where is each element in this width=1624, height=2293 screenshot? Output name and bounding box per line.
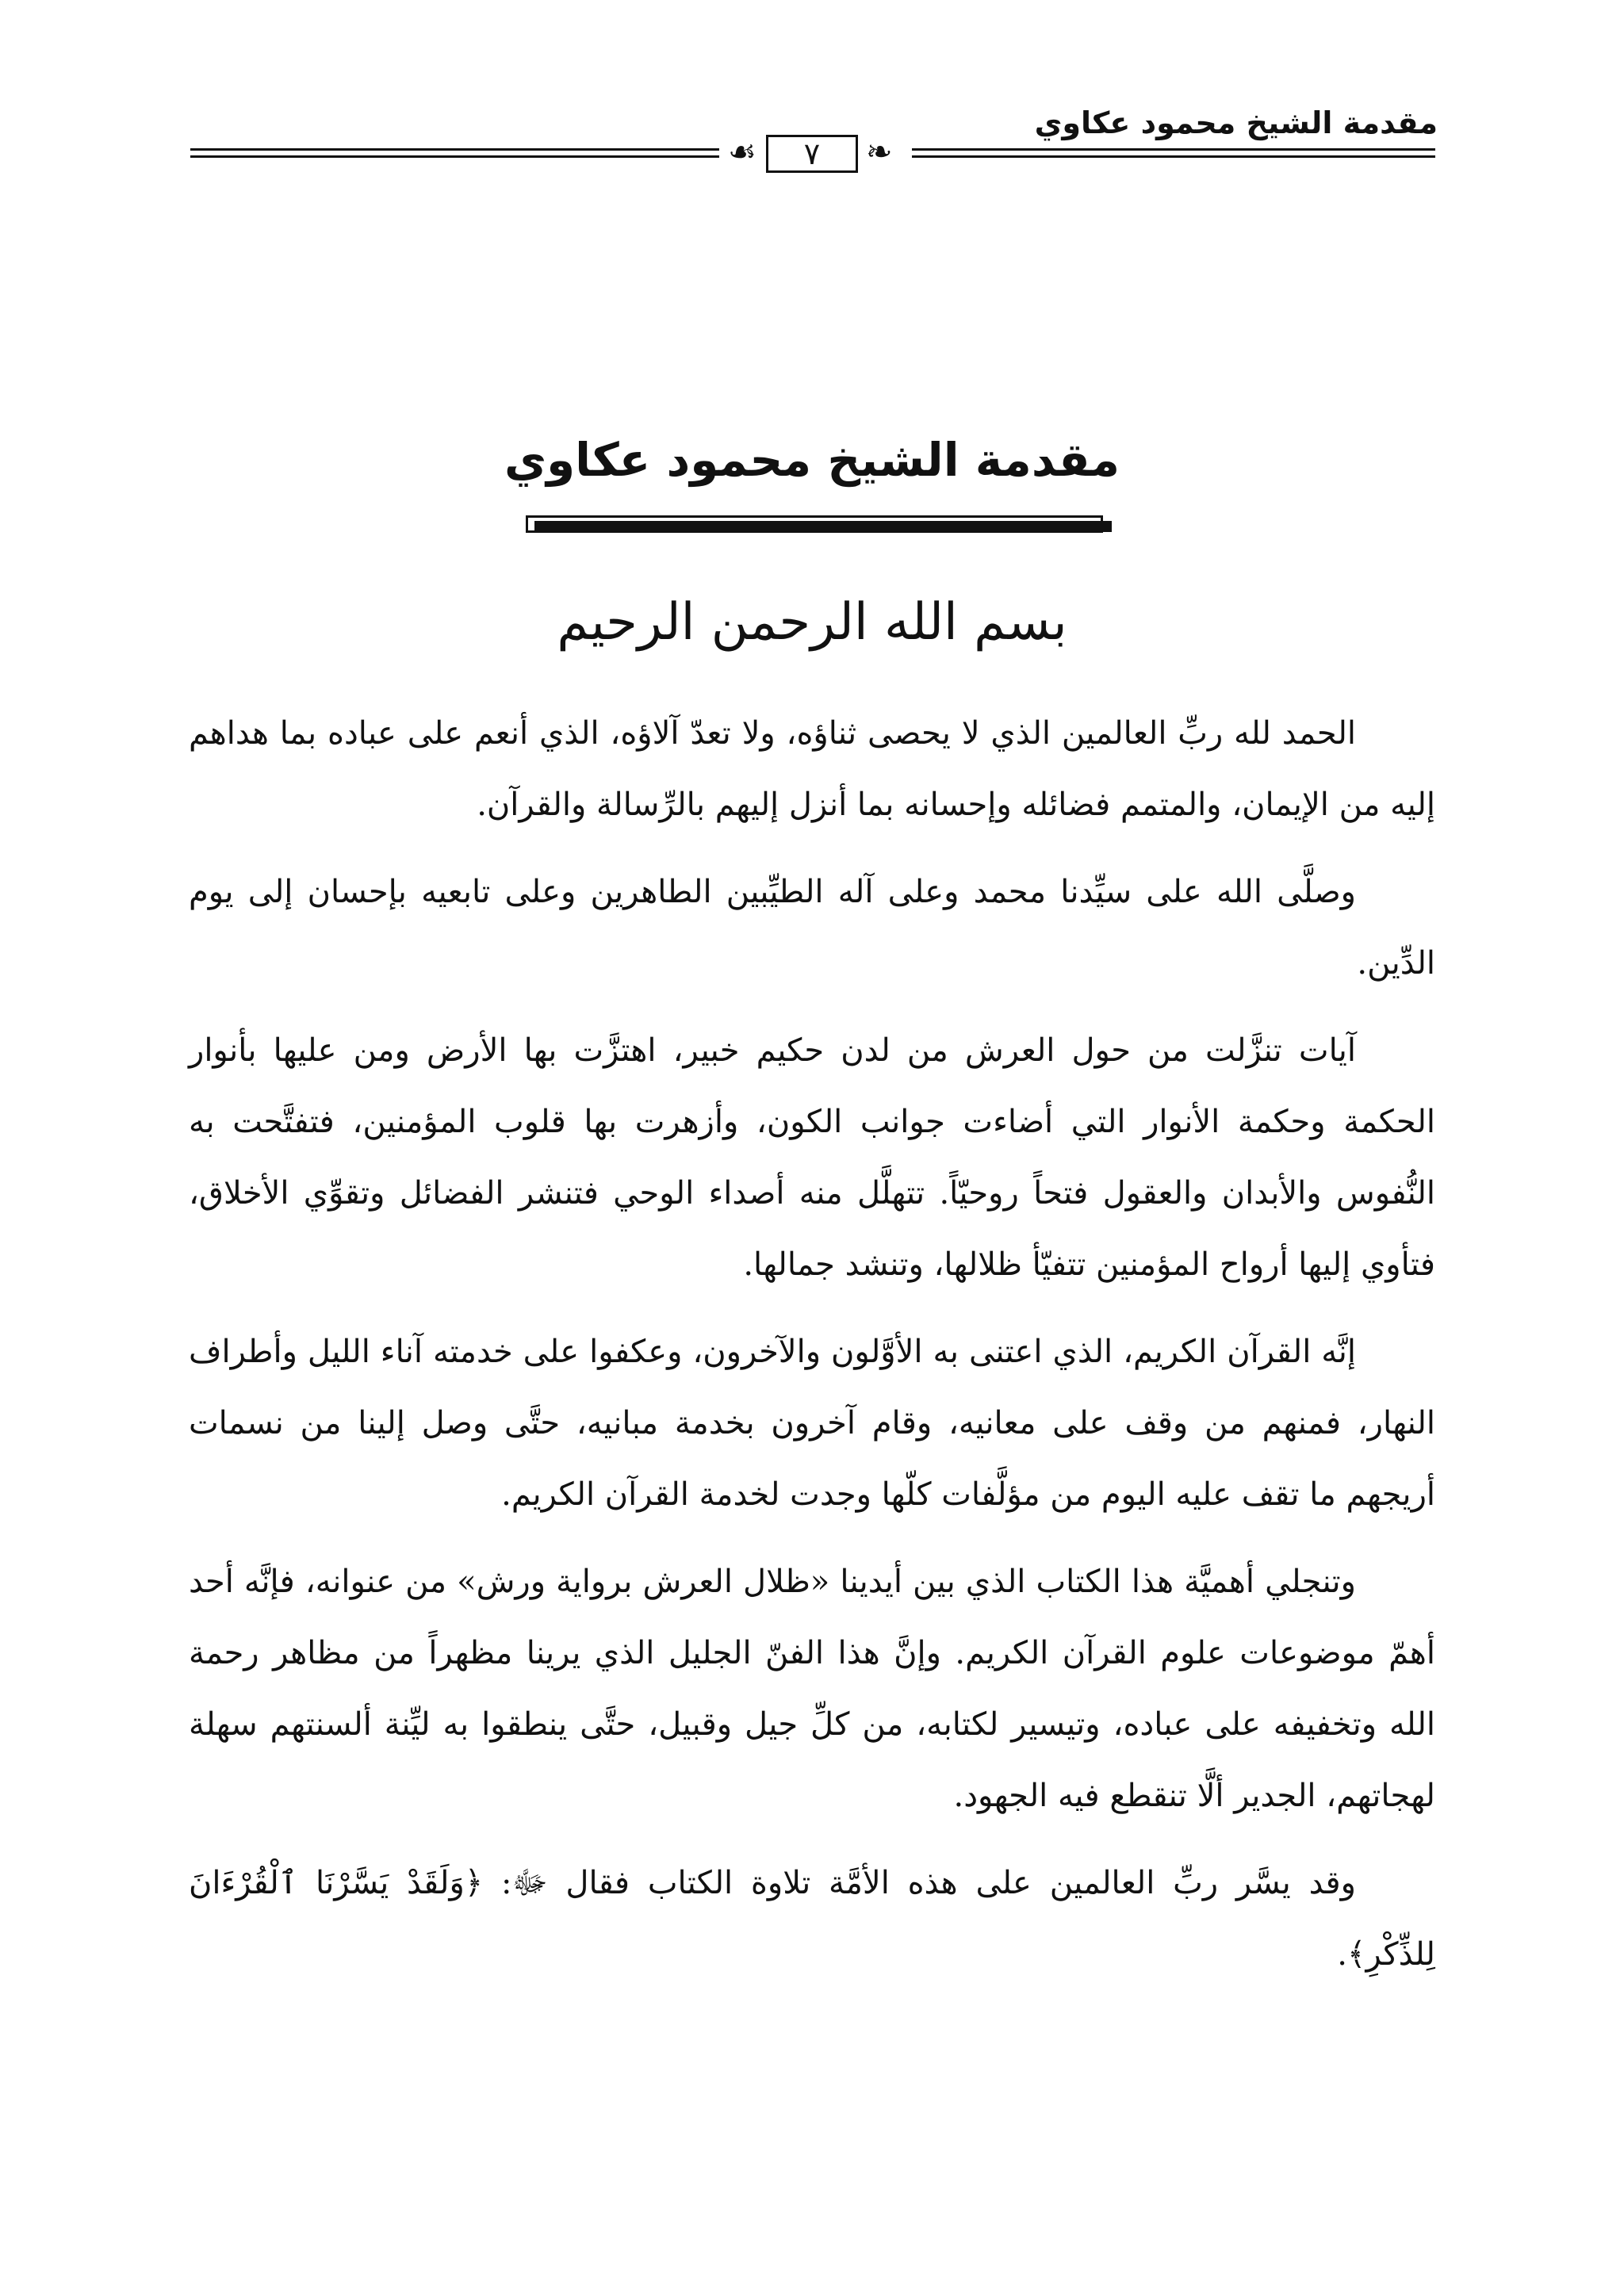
page-number: ٧: [766, 135, 858, 173]
paragraph: وتنجلي أهميَّة هذا الكتاب الذي بين أيدينا «ظلال العرش برواية ورش» من عنوانه، فإنَّه أحد أهمّ موضوعات علوم القرآن الكريم. وإنَّ هذا الفنّ الجليل الذي يرينا مظهراً من مظاهر رحمة الله وتخفيفه على عباده، وتيسير لكتابه، من كلِّ جيل وقبيل، حتَّى ينطقوا به ليِّنة ألسنتهم سهلة لهجاتهم، الجدير ألَّا تنقطع فيه الجهود.: [189, 1564, 1435, 1814]
floral-ornament-icon: ❧: [866, 134, 893, 170]
paragraph: آيات تنزَّلت من حول العرش من لدن حكيم خبير، اهتزَّت بها الأرض ومن عليها بأنوار الحكمة وحكمة الأنوار التي أضاءت جوانب الكون، وأزهرت بها قلوب المؤمنين، فتفتَّحت به النُّفوس والأبدان والعقول فتحاً روحيّاً. تتهلَّل منه أصداء الوحي فتنشر الفضائل وتقوِّي الأخلاق، فتأوي إليها أرواح المؤمنين تتفيّأ ظلالها، وتنشد جمالها.: [189, 1032, 1435, 1283]
paragraph: إنَّه القرآن الكريم، الذي اعتنى به الأوَّلون والآخرون، وعكفوا على خدمته آناء الليل وأطراف النهار، فمنهم من وقف على معانيه، وقام آخرون بخدمة مبانيه، حتَّى وصل إلينا من نسمات أريجهم ما تقف عليه اليوم من مؤلَّفات كلّها وجدت لخدمة القرآن الكريم.: [189, 1334, 1435, 1513]
running-header-title: مقدمة الشيخ محمود عكاوي: [1034, 105, 1438, 140]
chapter-title: مقدمة الشيخ محمود عكاوي: [504, 433, 1120, 487]
paragraph: الحمد لله ربِّ العالمين الذي لا يحصى ثناؤه، ولا تعدّ آلاؤه، الذي أنعم على عباده بما هداهم إليه من الإيمان، والمتمم فضائله وإحسانه بما أنزل إليهم بالرِّسالة والقرآن.: [189, 715, 1435, 823]
header-rule-left: [190, 148, 719, 158]
title-underline-bar: [526, 515, 1103, 533]
header-rule-right: [912, 148, 1435, 158]
paragraph: وصلَّى الله على سيِّدنا محمد وعلى آله الطيِّبين الطاهرين وعلى تابعيه بإحسان إلى يوم الدِّين.: [189, 874, 1435, 982]
floral-ornament-icon: ☙: [728, 134, 756, 170]
body-text: [189, 698, 1435, 1990]
basmala-calligraphy: بسم الله الرحمن الرحيم: [557, 593, 1067, 652]
paragraph: وقد يسَّر ربِّ العالمين على هذه الأمَّة تلاوة الكتاب فقال ﷻ: ﴿وَلَقَدْ يَسَّرْنَا ٱلْقُرْءَانَ لِلذِّكْرِ﴾.: [189, 1865, 1435, 1973]
